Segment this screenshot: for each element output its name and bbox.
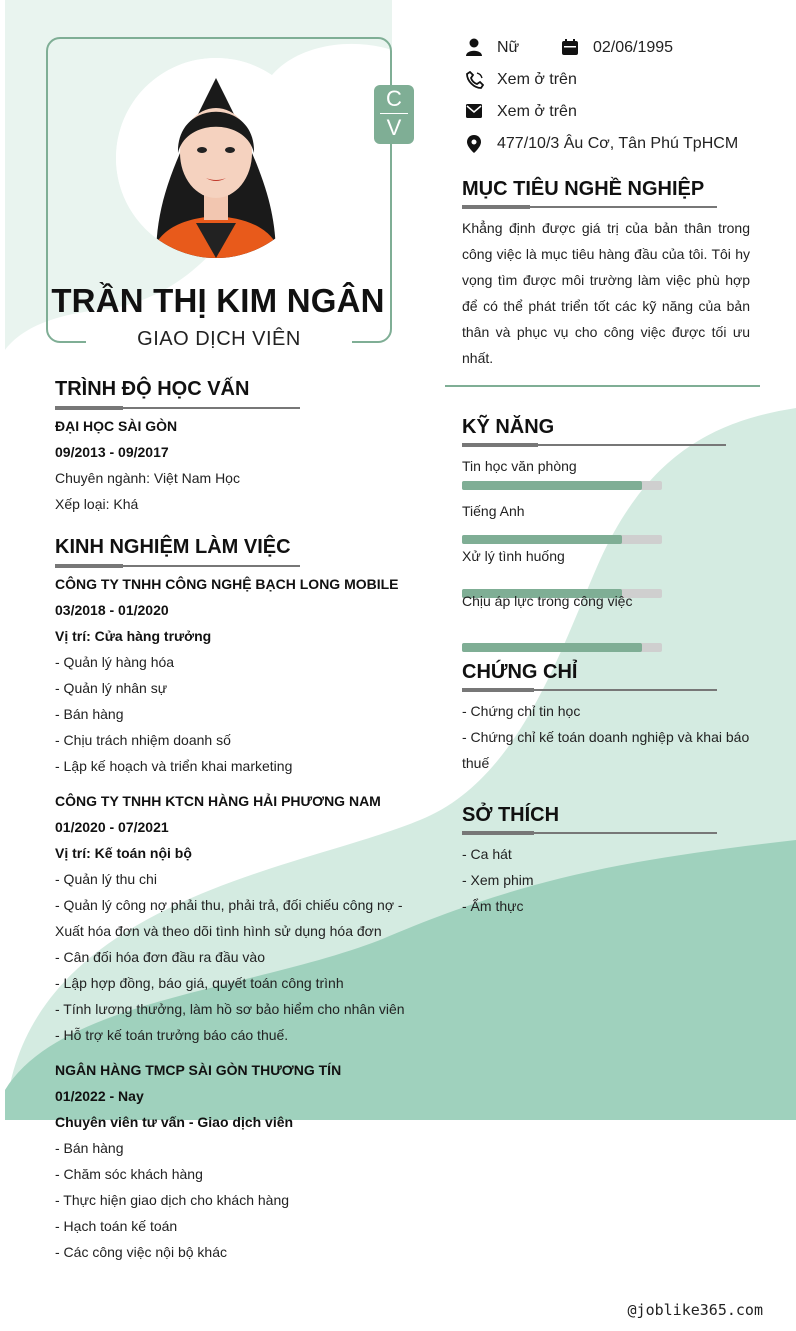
objective-line: Khẳng định được giá trị của bản thân trong [462, 220, 750, 236]
job-duty: - Các công việc nội bộ khác [55, 1244, 227, 1260]
job-duty: - Lập kế hoạch và triển khai marketing [55, 758, 293, 774]
certificate-item: thuế [462, 755, 490, 771]
birthday-text: 02/06/1995 [593, 39, 674, 56]
job-block [55, 571, 415, 779]
job-position: Vị trí: Kế toán nội bộ [55, 845, 192, 861]
job-block [55, 1057, 415, 1265]
job-duty: - Chịu trách nhiệm doanh số [55, 732, 231, 748]
calendar-icon [562, 39, 578, 55]
job-duty: - Hỗ trợ kế toán trưởng báo cáo thuế. [55, 1027, 289, 1043]
candidate-role: GIAO DỊCH VIÊN [137, 328, 301, 350]
school-name: ĐẠI HỌC SÀI GÒN [55, 418, 178, 434]
skill-label: Xử lý tình huống [462, 548, 565, 564]
hobby-item: - Ẩm thực [462, 898, 524, 914]
skill-bar [462, 643, 662, 652]
job-duty: - Chăm sóc khách hàng [55, 1166, 203, 1182]
hobbies-title: SỞ THÍCH [462, 804, 560, 826]
profile-photo [116, 58, 316, 258]
experience-rule [55, 565, 300, 567]
contact-gender [466, 38, 482, 61]
location-pin-icon [467, 135, 481, 153]
experience-title: KINH NGHIỆM LÀM VIỆC [55, 536, 291, 558]
job-duty: Xuất hóa đơn và theo dõi tình hình sử dụng hóa đơn [55, 923, 382, 939]
job-duty: - Tính lương thưởng, làm hồ sơ bảo hiểm cho nhân viên [55, 1001, 405, 1017]
job-duty: - Bán hàng [55, 706, 124, 722]
skill-bar [462, 481, 662, 490]
objective-line: để có thể phát triển tốt các kỹ năng của bản [462, 298, 750, 314]
objective-line: vọng tìm được môi trường làm việc phù hợp [462, 272, 750, 288]
envelope-icon [466, 104, 482, 118]
hobby-item: - Ca hát [462, 846, 512, 862]
certificate-item: - Chứng chỉ kế toán doanh nghiệp và khai báo [462, 729, 750, 745]
objective-title: MỤC TIÊU NGHỀ NGHIỆP [462, 178, 705, 200]
cv-badge-v: V [386, 115, 402, 140]
education-block [55, 413, 240, 517]
job-duty: - Lập hợp đồng, báo giá, quyết toán công trình [55, 975, 344, 991]
job-position: Chuyên viên tư vấn - Giao dịch viên [55, 1114, 294, 1130]
job-duty: - Thực hiện giao dịch cho khách hàng [55, 1192, 290, 1208]
phone-icon [466, 71, 484, 89]
skill-label: Tiếng Anh [462, 503, 525, 519]
address-text: 477/10/3 Âu Cơ, Tân Phú TpHCM [497, 135, 739, 152]
job-period: 03/2018 - 01/2020 [55, 602, 169, 618]
education-rule [55, 407, 300, 409]
role-wrapper [86, 328, 352, 351]
objective-line: thân và phục vụ cho công việc được tối ưu [462, 324, 750, 340]
job-duty: - Quản lý thu chi [55, 871, 157, 887]
job-duty: - Quản lý nhân sự [55, 680, 168, 696]
job-company: CÔNG TY TNHH CÔNG NGHỆ BẠCH LONG MOBILE [55, 576, 399, 592]
hobby-item: - Xem phim [462, 872, 534, 888]
certificates-title: CHỨNG CHỈ [462, 661, 578, 683]
skills-rule [462, 444, 726, 446]
skill-bar-fill [462, 643, 642, 652]
job-duty: - Quản lý công nợ phải thu, phải trả, đối chiếu công nợ - [55, 897, 403, 913]
gender-text: Nữ [497, 39, 520, 56]
job-duty: - Quản lý hàng hóa [55, 654, 175, 670]
email-text: Xem ở trên [497, 103, 577, 120]
education-period: 09/2013 - 09/2017 [55, 444, 169, 460]
objective-rule [462, 206, 717, 208]
objective-body [462, 215, 750, 371]
contact-birthday [562, 39, 578, 60]
job-duty: - Bán hàng [55, 1140, 124, 1156]
skill-bar [462, 535, 662, 544]
certificates-list [462, 698, 762, 776]
watermark: @joblike365.com [627, 1301, 763, 1319]
skill-label: Tin học văn phòng [462, 458, 577, 474]
job-company: CÔNG TY TNHH KTCN HÀNG HẢI PHƯƠNG NAM [55, 793, 381, 809]
phone-text: Xem ở trên [497, 71, 577, 88]
certificate-item: - Chứng chỉ tin học [462, 703, 581, 719]
avatar-illustration [116, 58, 316, 258]
job-duty: - Cân đối hóa đơn đầu ra đầu vào [55, 949, 265, 965]
job-block [55, 788, 425, 1048]
objective-line: nhất. [462, 350, 494, 366]
candidate-name: TRẦN THỊ KIM NGÂN [51, 282, 385, 319]
skill-bar-fill [462, 481, 642, 490]
cv-badge-c: C [386, 86, 402, 111]
cv-badge [374, 85, 414, 144]
hobbies-rule [462, 832, 717, 834]
education-title: TRÌNH ĐỘ HỌC VẤN [55, 378, 250, 400]
job-duty: - Hạch toán kế toán [55, 1218, 178, 1234]
hobbies-list [462, 841, 534, 919]
right-column-divider [445, 385, 760, 387]
contact-email [466, 104, 482, 123]
skills-title: KỸ NĂNG [462, 416, 555, 438]
certificates-rule [462, 689, 717, 691]
education-grade: Xếp loại: Khá [55, 496, 139, 512]
job-period: 01/2020 - 07/2021 [55, 819, 169, 835]
skill-bar-fill [462, 535, 622, 544]
objective-line: công việc là mục tiêu hàng đầu của tôi. Tôi hy [462, 246, 750, 262]
job-company: NGÂN HÀNG TMCP SÀI GÒN THƯƠNG TÍN [55, 1062, 342, 1078]
contact-address [467, 135, 481, 158]
person-icon [466, 38, 482, 56]
education-major: Chuyên ngành: Việt Nam Học [55, 470, 240, 486]
job-period: 01/2022 - Nay [55, 1088, 144, 1104]
job-position: Vị trí: Cửa hàng trưởng [55, 628, 212, 644]
skill-label: Chịu áp lực trong công việc [462, 593, 633, 609]
contact-phone [466, 71, 484, 94]
